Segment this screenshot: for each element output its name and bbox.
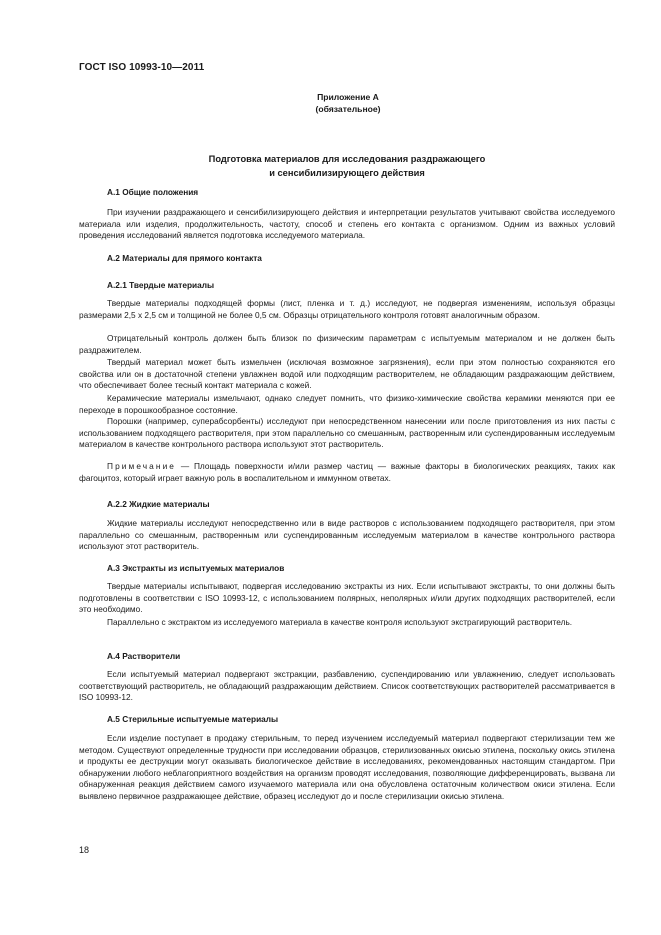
paragraph-text: Если изделие поступает в продажу стерильным, то перед изучением исследуемый материал подвергают стерилизации тем же методом. Существуют определенные трудности при исследовании образцов, стерилизованных окисью этилена, поскольку окись этилена и продукты ее деструкции могут оказывать биологическое действие в исследованиях, рекомендованных настоящим стандартом. При обнаружении любого неблагоприятного воздействия на организм проводят исследования, позволяющие дифференцировать, вызвана ли обнаруженная реакция действием самого изучаемого материала или она обусловлена остаточным количеством окиси этилена. Если выявлено первичное раздражающее действие, образец исследуют до и после стерилизации окисью этилена. <box>79 733 615 801</box>
paragraph-text: Твердые материалы испытывают, подвергая исследованию экстракты из них. Если испытывают экстракты, то они должны быть подготовлены в соответствии с ISO 10993-12, с использованием полярных, неполярных и/или других подходящих растворителей, если это необходимо. <box>79 581 615 615</box>
paragraph-a22-1 <box>79 518 615 553</box>
paragraph-text: Порошки (например, суперабсорбенты) исследуют при непосредственном нанесении или после приготовления из них пасты с использованием подходящего растворителя, при этом параллельно со смешанным, растворенным или суспендированным исследуемым материалом в качестве контрольного раствора используют этот растворитель. <box>79 416 615 450</box>
annex-title: Приложение А <box>317 92 379 102</box>
paragraph-text: Жидкие материалы исследуют непосредственно или в виде растворов с использованием подходящего растворителя, при этом параллельно со смешанным, растворенным или суспендированным исследуемым материалом в качестве контрольного раствора используют этот растворитель. <box>79 518 615 552</box>
page-number: 18 <box>79 845 90 855</box>
heading-a1: А.1 Общие положения <box>107 187 199 197</box>
paragraph-a5-1 <box>79 733 615 803</box>
paragraph-a1-1 <box>79 207 615 242</box>
main-title-line1: Подготовка материалов для исследования раздражающего <box>208 154 486 164</box>
paragraph-text: Параллельно с экстрактом из исследуемого материала в качестве контроля используют экстрагирующий растворитель. <box>107 617 573 627</box>
note-text: — Площадь поверхности и/или размер частиц — важные факторы в биологических реакциях, таких как фагоцитоз, который играет важную роль в воспалительном и иммунном ответах. <box>79 461 615 483</box>
heading-a2: А.2 Материалы для прямого контакта <box>107 253 262 263</box>
paragraph-text: Керамические материалы измельчают, однако следует помнить, что физико-химические свойства керамики меняются при ее переходе в порошкообразное состояние. <box>79 393 615 415</box>
paragraph-a3-2 <box>79 617 615 629</box>
standard-header: ГОСТ ISO 10993-10—2011 <box>79 62 205 73</box>
paragraph-text: Отрицательный контроль должен быть близок по физическим параметрам с испытуемым материалом и не должен быть раздражителем. <box>79 333 615 355</box>
paragraph-a3-1 <box>79 581 615 616</box>
heading-a22: А.2.2 Жидкие материалы <box>107 499 210 509</box>
paragraph-a4-1 <box>79 669 615 704</box>
heading-a4: А.4 Растворители <box>107 651 181 661</box>
main-title-line2: и сенсибилизирующего действия <box>269 167 425 178</box>
note-a21 <box>79 461 615 484</box>
paragraph-a21-5 <box>79 416 615 451</box>
paragraph-text: Твердые материалы подходящей формы (лист, пленка и т. д.) исследуют, не подвергая изменениям, используя образцы размерами 2,5 х 2,5 см и толщиной не более 0,5 см. Образцы отрицательного контроля готовят аналогичным образом. <box>79 298 615 320</box>
main-title <box>150 153 544 180</box>
heading-a3: А.3 Экстракты из испытуемых материалов <box>107 563 285 573</box>
paragraph-text: При изучении раздражающего и сенсибилизирующего действия и интерпретации результатов учитывают свойства исследуемого материала или изделия, продолжительность, частоту, способ и степень его контакта с организмом. Одним из важных условий проведения исследований является подготовка исследуемого материала. <box>79 207 615 241</box>
annex-status: (обязательное) <box>315 104 381 114</box>
heading-a5: А.5 Стерильные испытуемые материалы <box>107 714 279 724</box>
paragraph-a21-4 <box>79 393 615 416</box>
paragraph-a21-3 <box>79 357 615 392</box>
paragraph-text: Если испытуемый материал подвергают экстракции, разбавлению, суспендированию или увлажнению, следует использовать соответствующий растворитель, не обладающий раздражающим действием. Список соответствующих растворителей рассматривается в ISO 10993-12. <box>79 669 615 703</box>
heading-a21: А.2.1 Твердые материалы <box>107 280 215 290</box>
paragraph-a21-1 <box>79 298 615 321</box>
paragraph-a21-2 <box>79 333 615 356</box>
note-label: Примечание <box>107 461 177 471</box>
paragraph-text: Твердый материал может быть измельчен (исключая возможное загрязнения), если при этом полностью сохраняются его свойства или он в достаточной степени увлажнен водой или подходящим растворителем, не обладающим раздражающим действием, что обеспечивает более тесный контакт материала с кожей. <box>79 357 615 391</box>
